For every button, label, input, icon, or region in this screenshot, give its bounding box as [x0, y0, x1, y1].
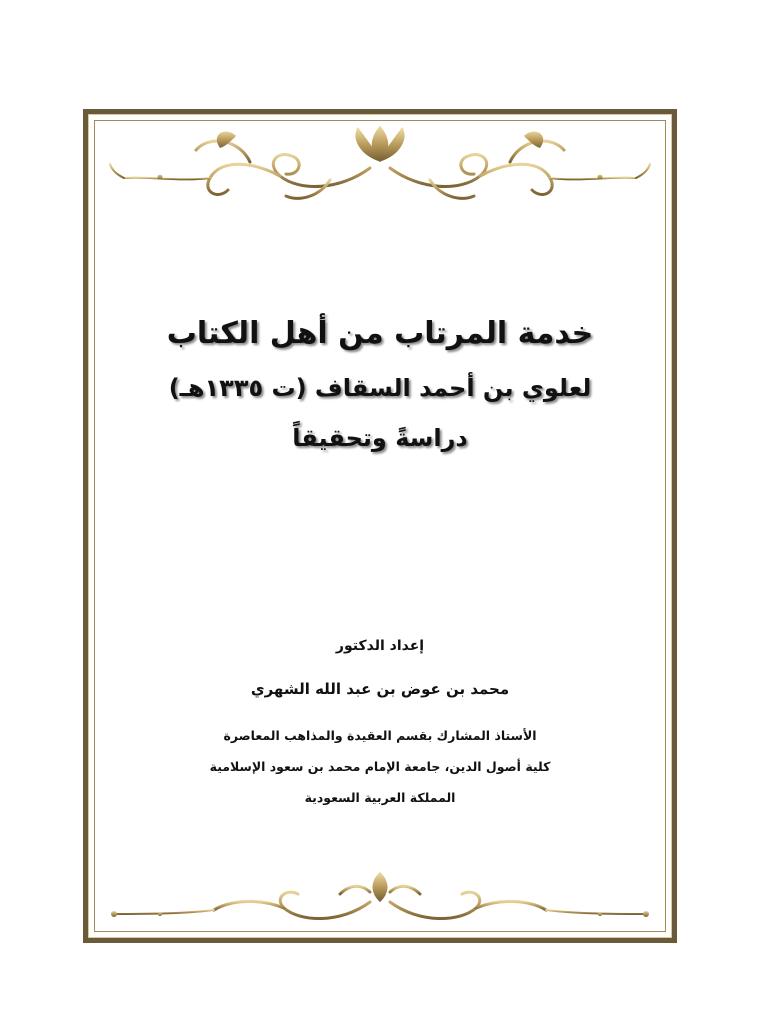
inner-frame-border [94, 120, 666, 932]
book-subtitle: لعلوي بن أحمد السقاف (ت ١٣٣٥هـ) [168, 374, 592, 402]
author-country: المملكة العربية السعودية [304, 790, 456, 805]
book-title: خدمة المرتاب من أهل الكتاب [166, 316, 594, 351]
author-position: الأستاذ المشارك بقسم العقيدة والمذاهب المعاصرة [223, 728, 537, 743]
book-study-label: دراسةً وتحقيقاً [292, 424, 468, 452]
top-ornament-icon [100, 120, 660, 210]
prepared-by-label: إعداد الدكتور [335, 638, 425, 654]
author-college: كلية أصول الدين، جامعة الإمام محمد بن سعود الإسلامية [209, 759, 551, 774]
bottom-ornament-icon [100, 870, 660, 930]
author-name: محمد بن عوض بن عبد الله الشهري [250, 680, 510, 698]
